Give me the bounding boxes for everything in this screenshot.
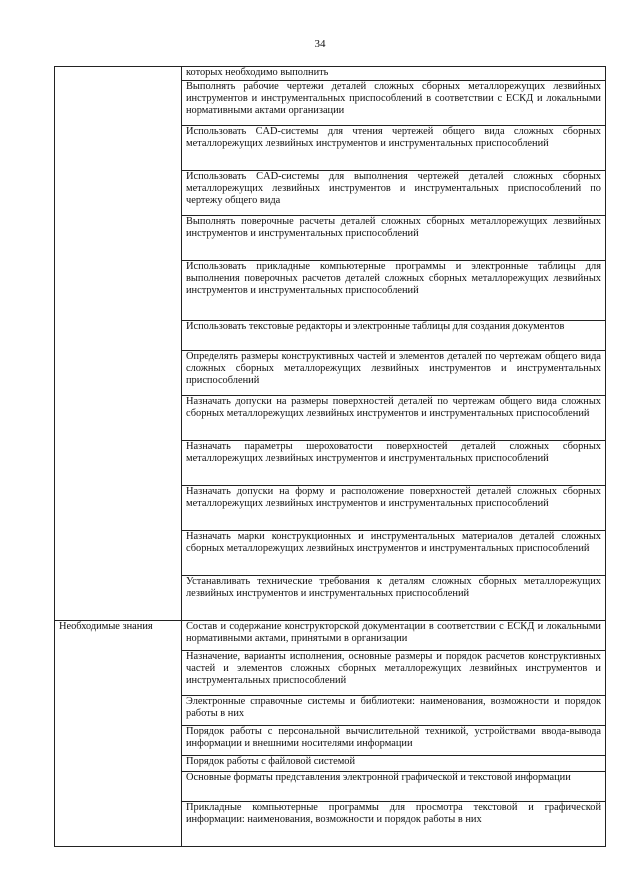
skills-item: Назначать параметры шероховатости поверхностей деталей сложных сборных металлорежущих лезвийных инструментов и инструментальных приспособлений <box>182 441 606 486</box>
skills-item: Назначать допуски на форму и расположение поверхностей деталей сложных сборных металлорежущих лезвийных инструментов и инструментальных приспособлений <box>182 486 606 531</box>
skills-item: Назначать допуски на размеры поверхностей деталей по чертежам общего вида сложных сборных металлорежущих лезвийных инструментов и инструментальных приспособлений <box>182 396 606 441</box>
knowledge-item: Порядок работы с файловой системой <box>182 756 606 772</box>
skills-item: Использовать CAD-системы для чтения чертежей общего вида сложных сборных металлорежущих лезвийных инструментов и инструментальных приспособлений <box>182 126 606 171</box>
knowledge-item: Основные форматы представления электронной графической и текстовой информации <box>182 772 606 802</box>
requirements-table <box>54 66 606 847</box>
page-number: 34 <box>314 38 326 50</box>
skills-item: Определять размеры конструктивных частей и элементов деталей по чертежам общего вида сложных сборных металлорежущих лезвийных инструментов и инструментальных приспособлений <box>182 351 606 396</box>
knowledge-label: Необходимые знания <box>55 621 182 847</box>
skills-item: Использовать прикладные компьютерные программы и электронные таблицы для выполнения поверочных расчетов деталей сложных сборных металлорежущих лезвийных инструментов и инструментальных приспособлений <box>182 261 606 321</box>
skills-item: которых необходимо выполнить <box>182 67 606 81</box>
skills-item: Использовать CAD-системы для выполнения чертежей деталей сложных сборных металлорежущих лезвийных инструментов и инструментальных приспособлений по чертежу общего вида <box>182 171 606 216</box>
knowledge-item: Состав и содержание конструкторской документации в соответствии с ЕСКД и локальными нормативными актами, принятыми в организации <box>182 621 606 651</box>
skills-item: Назначать марки конструкционных и инструментальных материалов деталей сложных сборных металлорежущих лезвийных инструментов и инструментальных приспособлений <box>182 531 606 576</box>
requirements-table-body <box>55 67 606 847</box>
skills-item: Устанавливать технические требования к деталям сложных сборных металлорежущих лезвийных инструментов и инструментальных приспособлений <box>182 576 606 621</box>
knowledge-item: Порядок работы с персональной вычислительной техникой, устройствами ввода-вывода информации и внешними носителями информации <box>182 726 606 756</box>
knowledge-item: Прикладные компьютерные программы для просмотра текстовой и графической информации: наименования, возможности и порядок работы в них <box>182 802 606 847</box>
knowledge-item: Назначение, варианты исполнения, основные размеры и порядок расчетов конструктивных частей и элементов сложных сборных металлорежущих лезвийных инструментов и инструментальных приспособлений <box>182 651 606 696</box>
skills-row <box>55 67 606 81</box>
skills-item: Использовать текстовые редакторы и электронные таблицы для создания документов <box>182 321 606 351</box>
knowledge-row <box>55 621 606 651</box>
knowledge-item: Электронные справочные системы и библиотеки: наименования, возможности и порядок работы в них <box>182 696 606 726</box>
skills-label <box>55 67 182 621</box>
skills-item: Выполнять поверочные расчеты деталей сложных сборных металлорежущих лезвийных инструментов и инструментальных приспособлений <box>182 216 606 261</box>
skills-item: Выполнять рабочие чертежи деталей сложных сборных металлорежущих лезвийных инструментов и инструментальных приспособлений в соответствии с ЕСКД и локальными нормативными актами организации <box>182 81 606 126</box>
